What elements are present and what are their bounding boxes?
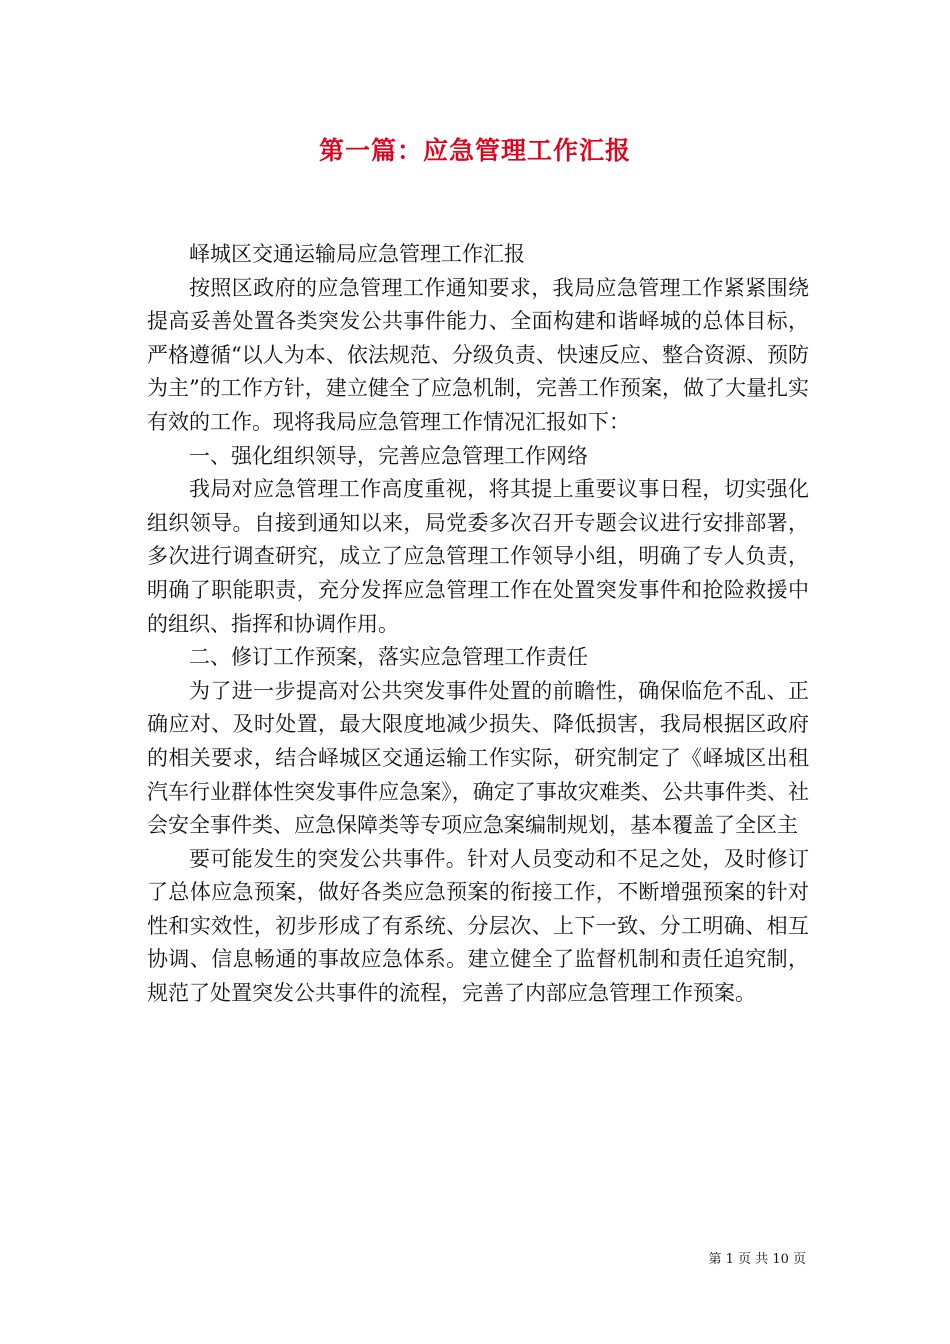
page-number: 第 1 页 共 10 页 [708,1252,806,1267]
section-heading-1: 一、强化组织领导，完善应急管理工作网络 [189,443,588,468]
paragraph-intro: 按照区政府的应急管理工作通知要求，我局应急管理工作紧紧围绕提高妥善处置各类突发公共事件能力、全面构建和谐峄城的总体目标，严格遵循“以人为本、依法规范、分级负责、快速反应、整合资源、预防为主”的工作方针，建立健全了应急机制，完善工作预案，做了大量扎实有效的工作。现将我局应急管理工作情况汇报如下： [147,275,809,434]
paragraph-section-2b: 要可能发生的突发公共事件。针对人员变动和不足之处，及时修订了总体应急预案，做好各类应急预案的衔接工作，不断增强预案的针对性和实效性，初步形成了有系统、分层次、上下一致、分工明确、相互协调、信息畅通的事故应急体系。建立健全了监督机制和责任追究制，规范了处置突发公共事件的流程，完善了内部应急管理工作预案。 [147,846,809,1006]
section-heading-2: 二、修订工作预案，落实应急管理工作责任 [189,645,588,670]
paragraph-subtitle: 峄城区交通运输局应急管理工作汇报 [189,242,525,266]
paragraph-section-2a: 为了进一步提高对公共突发事件处置的前瞻性，确保临危不乱、正确应对、及时处置，最大限度地减少损失、降低损害，我局根据区政府的相关要求，结合峄城区交通运输工作实际，研究制定了《峄城区出租汽车行业群体性突发事件应急案》，确定了事故灾难类、公共事件类、社会安全事件类、应急保障类等专项应急案编制规划，基本覆盖了全区主 [147,678,809,838]
paragraph-section-1: 我局对应急管理工作高度重视，将其提上重要议事日程，切实强化组织领导。自接到通知以来，局党委多次召开专题会议进行安排部署，多次进行调查研究，成立了应急管理工作领导小组，明确了专人负责，明确了职能职责，充分发挥应急管理工作在处置突发事件和抢险救援中的组织、指挥和协调作用。 [147,477,809,636]
document-body [147,238,809,1011]
document-title: 第一篇：应急管理工作汇报 [318,136,631,165]
